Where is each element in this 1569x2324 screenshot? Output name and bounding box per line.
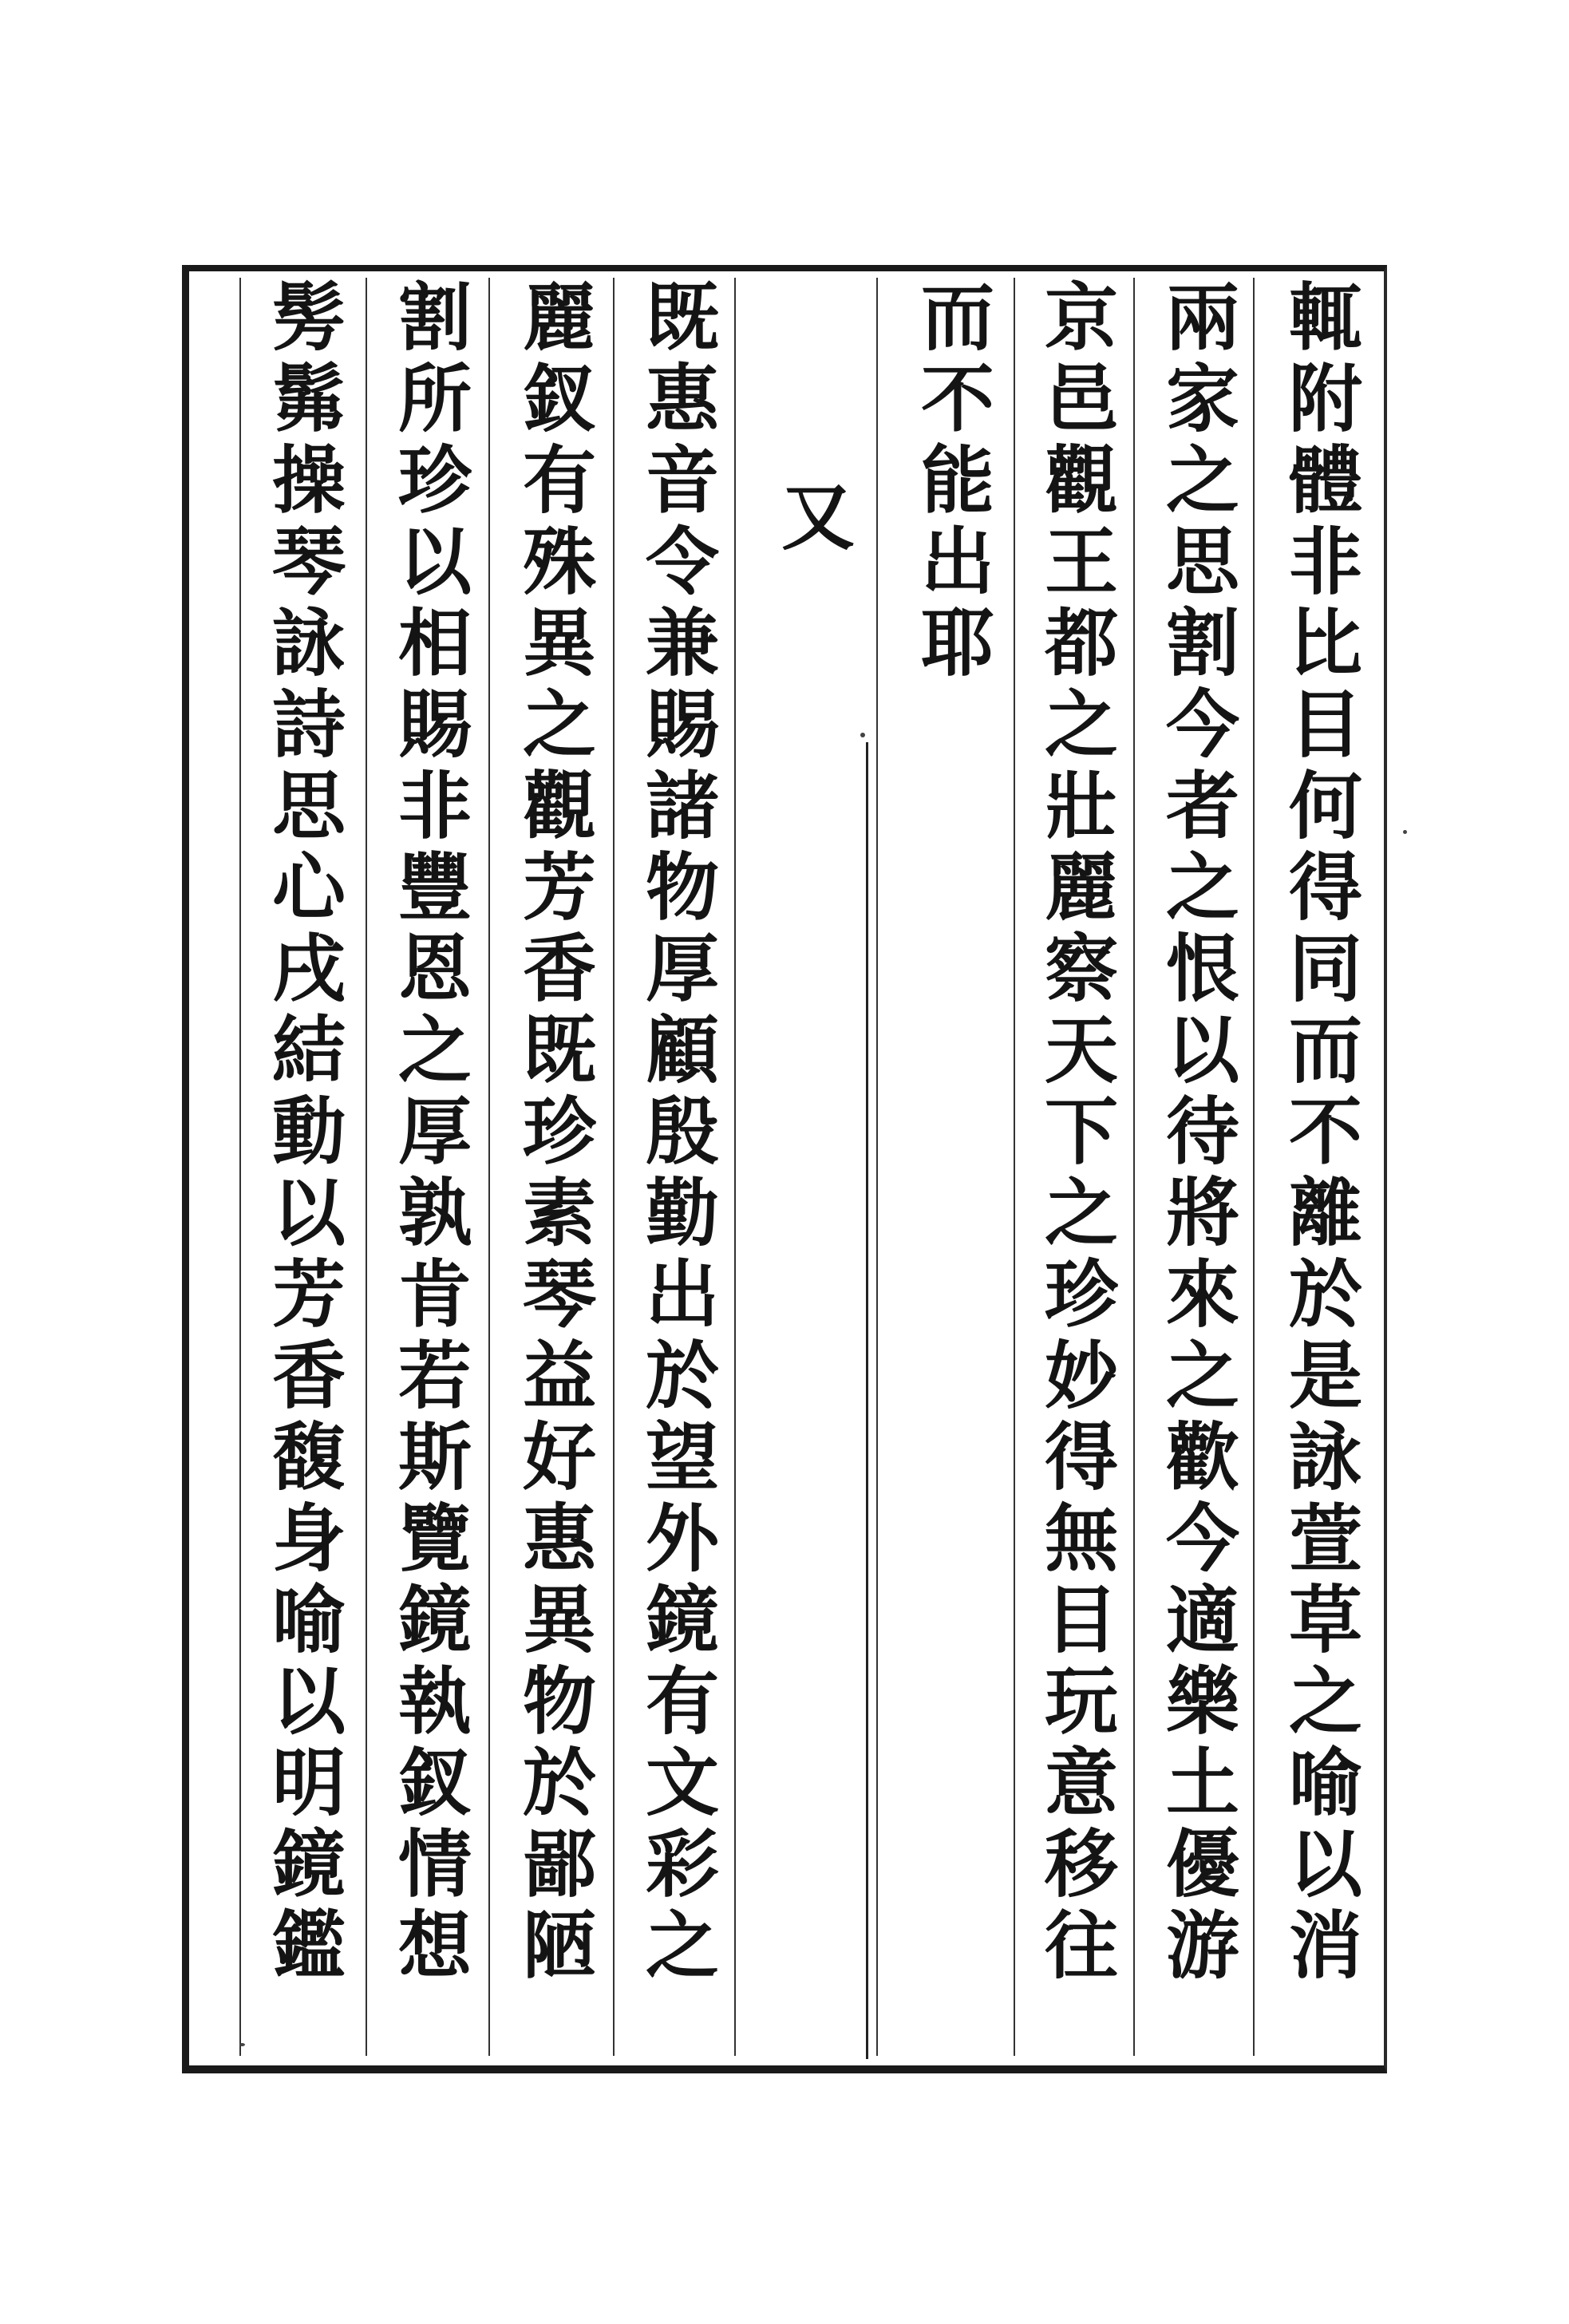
character: 察 [1044, 926, 1118, 1012]
character: 之 [1165, 1333, 1239, 1419]
character: 想 [397, 1903, 472, 1989]
character: 詠 [1288, 1414, 1362, 1500]
character: 於 [1288, 1251, 1362, 1338]
character: 目 [1288, 682, 1362, 768]
character: 思 [271, 763, 346, 849]
character: 詠 [271, 600, 346, 686]
character: 王 [1044, 519, 1118, 605]
character: 諸 [645, 763, 719, 849]
character: 游 [1165, 1903, 1239, 1989]
column-rule [613, 278, 615, 2056]
character: 妙 [1044, 1333, 1118, 1419]
ink-speck [239, 2043, 245, 2046]
character: 萱 [1288, 1496, 1362, 1582]
character: 賜 [645, 682, 719, 768]
character: 惠 [522, 1496, 596, 1582]
character: 得 [1288, 844, 1362, 931]
character: 以 [271, 1658, 346, 1745]
character: 彩 [645, 1821, 719, 1907]
character: 素 [522, 1170, 596, 1256]
character: 出 [920, 519, 994, 605]
character: 割 [1165, 600, 1239, 686]
character: 情 [397, 1821, 472, 1907]
character: 無 [1044, 1496, 1118, 1582]
character: 詩 [271, 682, 346, 768]
text-column-1 [1274, 275, 1377, 2061]
character: 又 [781, 474, 855, 560]
character: 執 [397, 1658, 472, 1745]
character: 恨 [1165, 926, 1239, 1012]
character: 下 [1044, 1089, 1118, 1175]
character: 將 [1165, 1170, 1239, 1256]
character: 心 [271, 844, 346, 931]
character: 珍 [1044, 1251, 1118, 1338]
character: 鑑 [271, 1903, 346, 1989]
character: 琴 [522, 1251, 596, 1338]
character: 之 [1044, 682, 1118, 768]
character: 消 [1288, 1903, 1362, 1989]
character: 今 [1165, 1496, 1239, 1582]
character: 之 [1165, 437, 1239, 524]
character: 輒 [1288, 275, 1362, 361]
character: 意 [1044, 1740, 1118, 1826]
character: 珍 [397, 437, 472, 524]
character: 觀 [1044, 437, 1118, 524]
text-column-9 [257, 275, 361, 2061]
character: 音 [645, 437, 719, 524]
character: 斯 [397, 1414, 472, 1500]
character: 今 [1165, 682, 1239, 768]
character: 何 [1288, 763, 1362, 849]
character: 非 [397, 763, 472, 849]
character: 芳 [522, 844, 596, 931]
character: 草 [1288, 1577, 1362, 1663]
character: 喻 [1288, 1740, 1362, 1826]
character: 兩 [1165, 275, 1239, 361]
character: 往 [1044, 1903, 1118, 1989]
character: 賜 [397, 682, 472, 768]
character: 覽 [397, 1496, 472, 1582]
character: 附 [1288, 356, 1362, 442]
character: 珍 [522, 1089, 596, 1175]
character: 顧 [645, 1007, 719, 1093]
character: 不 [920, 356, 994, 442]
character: 髴 [271, 356, 346, 442]
character: 異 [522, 600, 596, 686]
character: 麗 [522, 275, 596, 361]
character: 殷 [645, 1089, 719, 1175]
character: 優 [1165, 1821, 1239, 1907]
character: 既 [522, 1007, 596, 1093]
character: 結 [271, 1007, 346, 1093]
text-column-8 [383, 275, 487, 2061]
column-rule [239, 278, 241, 2056]
character: 操 [271, 437, 346, 524]
character: 香 [271, 1333, 346, 1419]
character: 外 [645, 1496, 719, 1582]
character: 以 [1288, 1821, 1362, 1907]
character: 之 [522, 682, 596, 768]
character: 戌 [271, 926, 346, 1012]
character: 能 [920, 437, 994, 524]
character: 勤 [645, 1170, 719, 1256]
character: 麗 [1044, 844, 1118, 931]
character: 離 [1288, 1170, 1362, 1256]
character: 家 [1165, 356, 1239, 442]
character: 者 [1165, 763, 1239, 849]
character: 香 [522, 926, 596, 1012]
character: 令 [645, 519, 719, 605]
character: 觀 [522, 763, 596, 849]
character: 物 [645, 844, 719, 931]
character: 所 [397, 356, 472, 442]
character: 厚 [645, 926, 719, 1012]
column-rule [1133, 278, 1135, 2056]
character: 樂 [1165, 1658, 1239, 1745]
character: 出 [645, 1251, 719, 1338]
character: 芳 [271, 1251, 346, 1338]
character: 是 [1288, 1333, 1362, 1419]
character: 孰 [397, 1170, 472, 1256]
character: 土 [1165, 1740, 1239, 1826]
character: 京 [1044, 275, 1118, 361]
character: 之 [397, 1007, 472, 1093]
character: 琴 [271, 519, 346, 605]
column-rule [488, 278, 490, 2056]
column-rule [876, 278, 878, 2056]
character: 馥 [271, 1414, 346, 1500]
character: 歡 [1165, 1414, 1239, 1500]
character: 鄙 [522, 1821, 596, 1907]
character: 思 [1165, 519, 1239, 605]
character: 文 [645, 1740, 719, 1826]
character: 好 [522, 1414, 596, 1500]
character: 邑 [1044, 356, 1118, 442]
character: 相 [397, 600, 472, 686]
character: 都 [1044, 600, 1118, 686]
character: 非 [1288, 519, 1362, 605]
column-rule [366, 278, 367, 2056]
character: 鏡 [645, 1577, 719, 1663]
column-rule [734, 278, 736, 2056]
character: 之 [1044, 1170, 1118, 1256]
character: 於 [522, 1740, 596, 1826]
character: 身 [271, 1496, 346, 1582]
column-rule [866, 742, 868, 2059]
ink-speck [1403, 830, 1407, 834]
character: 同 [1288, 926, 1362, 1012]
text-column-7 [508, 275, 611, 2061]
character: 適 [1165, 1577, 1239, 1663]
character: 望 [645, 1414, 719, 1500]
character: 益 [522, 1333, 596, 1419]
character: 惠 [645, 356, 719, 442]
text-column-3 [1030, 275, 1133, 2061]
character: 陋 [522, 1903, 596, 1989]
character: 體 [1288, 437, 1362, 524]
character: 來 [1165, 1251, 1239, 1338]
character: 釵 [522, 356, 596, 442]
character: 動 [271, 1089, 346, 1175]
character: 比 [1288, 600, 1362, 686]
character: 以 [271, 1170, 346, 1256]
character: 之 [1165, 844, 1239, 931]
character: 目 [1044, 1577, 1118, 1663]
character: 厚 [397, 1089, 472, 1175]
character: 而 [920, 275, 994, 361]
character: 割 [397, 275, 472, 361]
character: 得 [1044, 1414, 1118, 1500]
character: 物 [522, 1658, 596, 1745]
character: 恩 [397, 926, 472, 1012]
character: 之 [1288, 1658, 1362, 1745]
character: 壯 [1044, 763, 1118, 849]
character: 天 [1044, 1007, 1118, 1093]
character: 明 [271, 1740, 346, 1826]
character: 鏡 [397, 1577, 472, 1663]
ink-speck [860, 733, 865, 737]
character: 兼 [645, 600, 719, 686]
character: 而 [1288, 1007, 1362, 1093]
text-column-6 [630, 275, 734, 2061]
character: 既 [645, 275, 719, 361]
character: 鏡 [271, 1821, 346, 1907]
character: 以 [1165, 1007, 1239, 1093]
character: 肯 [397, 1251, 472, 1338]
character: 殊 [522, 519, 596, 605]
text-column-4 [906, 275, 1010, 2061]
character: 以 [397, 519, 472, 605]
character: 異 [522, 1577, 596, 1663]
character: 待 [1165, 1089, 1239, 1175]
character: 有 [645, 1658, 719, 1745]
character: 髣 [271, 275, 346, 361]
character: 若 [397, 1333, 472, 1419]
character: 喻 [271, 1577, 346, 1663]
character: 耶 [920, 600, 994, 686]
character: 於 [645, 1333, 719, 1419]
character: 之 [645, 1903, 719, 1989]
character: 釵 [397, 1740, 472, 1826]
character: 不 [1288, 1089, 1362, 1175]
text-column-5 [766, 281, 870, 2061]
text-column-2 [1151, 275, 1255, 2061]
character: 移 [1044, 1821, 1118, 1907]
character: 有 [522, 437, 596, 524]
character: 豐 [397, 844, 472, 931]
character: 玩 [1044, 1658, 1118, 1745]
column-rule [1014, 278, 1015, 2056]
